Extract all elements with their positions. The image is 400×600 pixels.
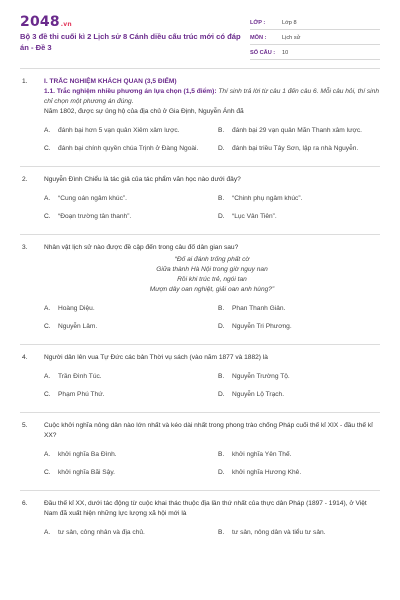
option-letter: D. (218, 145, 225, 152)
option-a[interactable] (44, 446, 206, 464)
option-letter: D. (218, 469, 225, 476)
option-letter: B. (218, 451, 225, 458)
question-5 (0, 413, 400, 490)
question-number: 6. (22, 500, 28, 507)
option-letter: C. (44, 391, 51, 398)
option-letter: D. (218, 213, 225, 220)
info-label: LỚP : (250, 19, 266, 26)
info-value: Lịch sử (282, 34, 301, 41)
info-row-subject (250, 31, 380, 45)
option-text: đánh bại 29 vạn quân Mãn Thanh xâm lược. (232, 127, 362, 134)
option-c[interactable] (44, 318, 206, 336)
option-text: đánh bại triều Tây Sơn, lập ra nhà Nguyễn. (232, 145, 359, 152)
folk-riddle (44, 255, 380, 295)
option-letter: A. (44, 305, 51, 312)
option-b[interactable] (218, 368, 380, 386)
document-title: Bộ 3 đề thi cuối kì 2 Lịch sử 8 Cánh diều cấu trúc mới có đáp án - Đề 3 (20, 32, 241, 52)
option-text: Trần Đình Túc. (58, 373, 102, 380)
options (44, 300, 380, 336)
option-text: “Lục Vân Tiên”. (232, 213, 277, 220)
option-text: Phan Thanh Giản. (232, 305, 286, 312)
option-text: Nguyễn Lâm. (58, 323, 98, 330)
option-a[interactable] (44, 368, 206, 386)
riddle-line: “Đố ai đánh trống phất cờ (174, 256, 250, 263)
option-letter: B. (218, 127, 225, 134)
question-number: 5. (22, 422, 28, 429)
site-logo[interactable] (20, 14, 72, 30)
riddle-line: Rồi khi trúc trẻ, ngói tan (177, 276, 247, 283)
info-label: SỐ CÂU : (250, 49, 276, 56)
question-number: 2. (22, 176, 28, 183)
option-b[interactable] (218, 524, 380, 542)
option-letter: C. (44, 323, 51, 330)
option-letter: B. (218, 529, 225, 536)
option-d[interactable] (218, 318, 380, 336)
option-a[interactable] (44, 300, 206, 318)
option-b[interactable] (218, 446, 380, 464)
question-instruction (44, 87, 380, 107)
option-c[interactable] (44, 140, 206, 158)
option-letter: A. (44, 529, 51, 536)
info-row-grade (250, 16, 380, 30)
option-d[interactable] (218, 464, 380, 482)
question-1 (0, 69, 400, 166)
question-4 (0, 345, 400, 412)
question-6 (0, 491, 400, 550)
logo-text: 2048 (20, 14, 60, 30)
option-c[interactable] (44, 208, 206, 226)
info-label: MÔN : (250, 34, 267, 41)
options (44, 524, 380, 542)
option-letter: B. (218, 305, 225, 312)
option-b[interactable] (218, 122, 380, 140)
option-b[interactable] (218, 300, 380, 318)
option-text: khởi nghĩa Hương Khê. (232, 469, 302, 476)
option-text: “Đoạn trường tân thanh”. (58, 213, 132, 220)
options (44, 446, 380, 482)
option-d[interactable] (218, 386, 380, 404)
logo-suffix: .vn (60, 21, 72, 28)
option-letter: C. (44, 469, 51, 476)
option-c[interactable] (44, 386, 206, 404)
option-letter: B. (218, 195, 225, 202)
option-letter: C. (44, 145, 51, 152)
option-text: tư sản, nông dân và tiểu tư sản. (232, 529, 326, 536)
option-letter: A. (44, 127, 51, 134)
option-letter: C. (44, 213, 51, 220)
question-list (0, 68, 400, 600)
question-number: 1. (22, 78, 28, 85)
option-text: Hoàng Diệu. (58, 305, 95, 312)
question-text: Cuộc khởi nghĩa nông dân nào lớn nhất và kéo dài nhất trong phong trào chống Pháp cuối thế kỉ XIX - đầu thế kỉ XX? (44, 422, 373, 439)
option-c[interactable] (44, 464, 206, 482)
option-text: Nguyễn Trường Tộ. (232, 373, 290, 380)
question-number: 4. (22, 354, 28, 361)
option-letter: A. (44, 451, 51, 458)
option-letter: D. (218, 391, 225, 398)
option-b[interactable] (218, 190, 380, 208)
sub-section-title: 1.1. Trắc nghiệm nhiều phương án lựa chọn (1,5 điểm): (44, 88, 217, 95)
riddle-line: Mượn dây oan nghiệt, giải oan anh hùng?” (149, 286, 275, 293)
option-letter: A. (44, 373, 51, 380)
option-text: “Chinh phụ ngâm khúc”. (232, 195, 303, 202)
options (44, 190, 380, 226)
question-3 (0, 235, 400, 344)
option-d[interactable] (218, 140, 380, 158)
info-row-question-count (250, 46, 380, 60)
option-text: đánh bại hơn 5 vạn quân Xiêm xâm lược. (58, 127, 180, 134)
page-header (0, 0, 400, 62)
option-a[interactable] (44, 190, 206, 208)
info-panel (250, 16, 380, 60)
option-text: “Cung oán ngâm khúc”. (58, 195, 127, 202)
option-a[interactable] (44, 122, 206, 140)
option-text: Nguyễn Tri Phương. (232, 323, 292, 330)
options (44, 122, 380, 158)
option-text: khởi nghĩa Ba Đình. (58, 451, 117, 458)
instruction-text: Thí sinh trả lời từ câu 1 đến câu 6. Mỗi câu hỏi, thí sinh chỉ chọn một phương án đúng. (44, 88, 379, 105)
section-title: I. TRẮC NGHIỆM KHÁCH QUAN (3,5 ĐIỂM) (44, 78, 177, 85)
option-letter: A. (44, 195, 51, 202)
info-value: 10 (282, 49, 289, 56)
options (44, 368, 380, 404)
option-text: tư sản, công nhân và địa chủ. (58, 529, 145, 536)
question-text: Người dân lên vua Tự Đức các bản Thời vụ sách (vào năm 1877 và 1882) là (44, 354, 268, 361)
question-text: Đầu thế kỉ XX, dưới tác động từ cuộc khai thác thuộc địa lần thứ nhất của thực dân Pháp (1897 - 1914), ở Việt Nam đã xuất hiện những lực lượng xã hội mới là (44, 500, 367, 517)
riddle-line: Giữa thành Hà Nội trong giờ nguy nan (156, 266, 268, 273)
option-text: đánh bại chính quyền chúa Trịnh ở Đàng Ngoài. (58, 145, 199, 152)
question-text: Nguyễn Đình Chiểu là tác giả của tác phẩm văn học nào dưới đây? (44, 176, 241, 183)
option-d[interactable] (218, 208, 380, 226)
question-text: Năm 1802, được sự ủng hộ của địa chủ ở Gia Định, Nguyễn Ánh đã (44, 108, 244, 115)
option-a[interactable] (44, 524, 206, 542)
info-value: Lớp 8 (282, 19, 297, 26)
question-number: 3. (22, 244, 28, 251)
option-text: Nguyễn Lộ Trạch. (232, 391, 285, 398)
option-text: Phạm Phú Thứ. (58, 391, 105, 398)
question-text: Nhân vật lịch sử nào được đề cập đến trong câu đố dân gian sau? (44, 244, 239, 251)
option-letter: D. (218, 323, 225, 330)
option-letter: B. (218, 373, 225, 380)
option-text: khởi nghĩa Yên Thế. (232, 451, 292, 458)
option-text: khởi nghĩa Bãi Sậy. (58, 469, 115, 476)
question-2 (0, 167, 400, 234)
